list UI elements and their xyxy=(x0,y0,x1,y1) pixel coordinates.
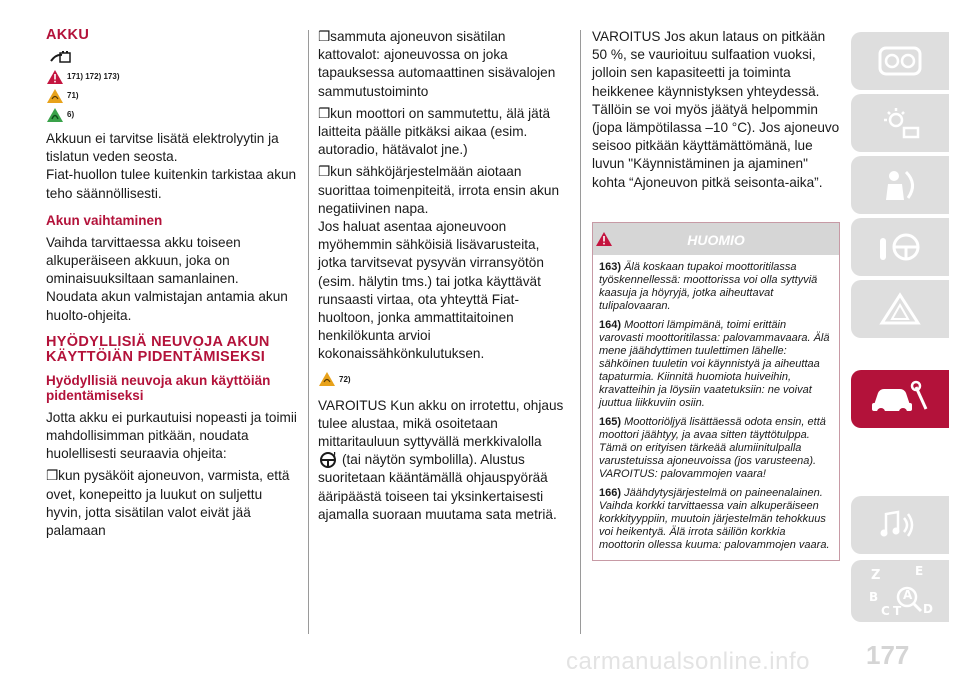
note-item: 165) Moottoriöljyä lisättäessä odota ensin, että moottori jäähtyy, ja avaa sitten täyttötulppa. Tämä on erityisen tärkeää alumiinitulpalla varustetuissa ajoneuvoissa (jos varusteena). VAROITUS: palovammojen vaara! xyxy=(599,415,826,480)
note-item: 166) Jäähdytysjärjestelmä on paineenalainen. Vaihda korkki tarvittaessa vain alkuperäiseen korkkityyppiin, muutoin järjestelmän tehokkuus voi heikentyä. Älä irrota säiliön korkkia moottorin ollessa kuuma: palovammojen vaara. xyxy=(599,486,830,551)
column-middle xyxy=(318,28,570,524)
multimedia-icon xyxy=(878,508,922,542)
svg-text:B: B xyxy=(869,590,879,604)
tab-dashboard[interactable] xyxy=(851,32,949,90)
paragraph: Vaihda tarvittaessa akku toiseen alkuperäiseen akkuun, joka on ominaisuuksiltaan samanlainen. xyxy=(46,234,241,287)
paragraph: (tai näytön symbolilla). Alustus suoritetaan kääntämällä ohjauspyörää ääripäästä toiseen tai yksinkertaisesti ajamalla suoraan muutama sata metriä. xyxy=(318,452,557,522)
warning-ref: 171) 172) 173) xyxy=(46,67,298,86)
key-steering-icon xyxy=(876,230,924,264)
paragraph: VAROITUS Jos akun lataus on pitkään 50 %, se vaurioituu sulfaation vuoksi, jolloin sen kapasiteetti ja toiminta heikkenee käynnistyksen yhteydessä. Tällöin se voi myös jäätyä helpommin (jopa lämpötilassa –10 °C). Jos ajoneuvo seisoo pitkään käyttämättömänä, lue luvun "Käynnistäminen ja ajaminen" kohta “Ajoneuvon pitkä seisonta-aika”. xyxy=(592,29,840,190)
index-icon xyxy=(865,563,935,619)
note-item: 164) Moottori lämpimänä, toimi erittäin varovasti moottoritilassa: palovammavaara. Älä mene jäähdyttimen tuulettimen lähelle: sähköinen tuuletin voi käynnistyä ja aiheuttaa tapaturmia. Kiinnitä huomiota huiveihin, kravatteihin ja löysiin vaatetuksiin: ne voivat juuttua liikkuviin osiin. xyxy=(599,318,830,409)
bullet-item: ❒kun pysäköit ajoneuvon, varmista, että ovet, konepeitto ja luukut on suljettu hyvin, jotta sisätilan valot eivät jää palamaan xyxy=(46,468,290,539)
watermark-text: carmanualsonline.info xyxy=(566,648,810,675)
battery-symbol xyxy=(46,43,298,67)
subheading-vaihtaminen: Akun vaihtaminen xyxy=(46,212,163,228)
tab-safety[interactable] xyxy=(851,156,949,214)
column-right xyxy=(592,28,840,561)
dashboard-icon xyxy=(878,44,922,78)
subheading-neuvoja: Hyödyllisiä neuvoja akun käyttöiän pidentämiseksi xyxy=(46,372,271,403)
paragraph: Fiat-huollon tulee kuitenkin tarkistaa akun teho säännöllisesti. xyxy=(46,167,297,201)
environment-icon xyxy=(46,107,64,123)
tab-starting-driving[interactable] xyxy=(851,218,949,276)
svg-text:D: D xyxy=(923,602,933,616)
seatbelt-icon xyxy=(878,168,922,202)
svg-text:Z: Z xyxy=(871,568,881,583)
caution-ref: 71) xyxy=(46,86,298,105)
svg-text:E: E xyxy=(915,564,924,578)
bullet-item: ❒kun moottori on sammutettu, älä jätä laitteita päälle pitkäksi aikaa (esim. autoradio, hätävalot jne.) xyxy=(318,105,551,158)
warning-lights-icon xyxy=(878,106,922,140)
column-divider-right xyxy=(580,30,581,634)
paragraph: VAROITUS Kun akku on irrotettu, ohjaus tulee alustaa, mikä osoitetaan mittaritauluun syttyvällä merkkivalolla xyxy=(318,397,564,450)
huomio-header xyxy=(593,223,839,255)
huomio-title: HUOMIO xyxy=(687,231,745,248)
car-maintenance-icon xyxy=(870,379,930,419)
tab-multimedia[interactable] xyxy=(851,496,949,554)
svg-text:!: ! xyxy=(333,451,337,460)
column-left xyxy=(46,28,298,540)
svg-text:C: C xyxy=(881,604,890,618)
svg-text:A: A xyxy=(903,588,913,602)
huomio-notes xyxy=(593,255,839,560)
paragraph: Noudata akun valmistajan antamia akun huolto-ohjeita. xyxy=(46,289,288,323)
bullet-item: ❒kun sähköjärjestelmään aiotaan suorittaa toimenpiteitä, irrota ensin akun negatiivinen napa. xyxy=(318,164,560,216)
page-number: 177 xyxy=(866,640,910,670)
tab-index[interactable] xyxy=(851,560,949,622)
section-title-akku: AKKU xyxy=(46,27,90,43)
column-divider-left xyxy=(308,30,309,634)
huomio-box xyxy=(592,222,840,561)
tab-emergency[interactable] xyxy=(851,280,949,338)
section-title-neuvoja: HYÖDYLLISIÄ NEUVOJA AKUN KÄYTTÖIÄN PIDENTÄMISEKSI xyxy=(46,333,270,365)
warning-triangle-icon xyxy=(46,69,64,85)
tab-maintenance[interactable] xyxy=(851,370,949,428)
paragraph: Jotta akku ei purkautuisi nopeasti ja toimii mahdollisimman pitkään, noudata huolellisesti seuraavia ohjeita: xyxy=(46,409,297,462)
caution-triangle-icon xyxy=(318,371,336,387)
caution-ref: 72) xyxy=(318,370,570,389)
environment-ref: 6) xyxy=(46,105,298,124)
hazard-triangle-icon xyxy=(878,292,922,326)
caution-triangle-icon xyxy=(46,88,64,104)
steering-warning-icon xyxy=(318,451,338,469)
tab-lights[interactable] xyxy=(851,94,949,152)
paragraph: Akkuun ei tarvitse lisätä elektrolyytin ja tislatun veden seosta. xyxy=(46,131,279,165)
paragraph: Jos haluat asentaa ajoneuvoon myöhemmin sähköisiä lisävarusteita, jotka tarvitsevat pysyvän virransyötön (esim. hälytin tms.) tai jotka käyttävät runsaasti virtaa, ota yhteyttä Fiat-huoltoon, jonka ammattitaitoinen henkilökunta arvioi kokonaissähkönkulutuksen. xyxy=(318,219,544,362)
note-item: 163) Älä koskaan tupakoi moottoritilassa työskennellessä: moottorissa voi olla syttyviä kaasuja ja höyryjä, jotka aiheuttavat tulipalovaaran. xyxy=(599,260,818,312)
svg-text:T: T xyxy=(893,604,902,618)
bullet-item: ❒sammuta ajoneuvon sisätilan kattovalot: ajoneuvossa on joka tapauksessa automaattinen sisävalojen sammutustoiminto xyxy=(318,29,556,99)
